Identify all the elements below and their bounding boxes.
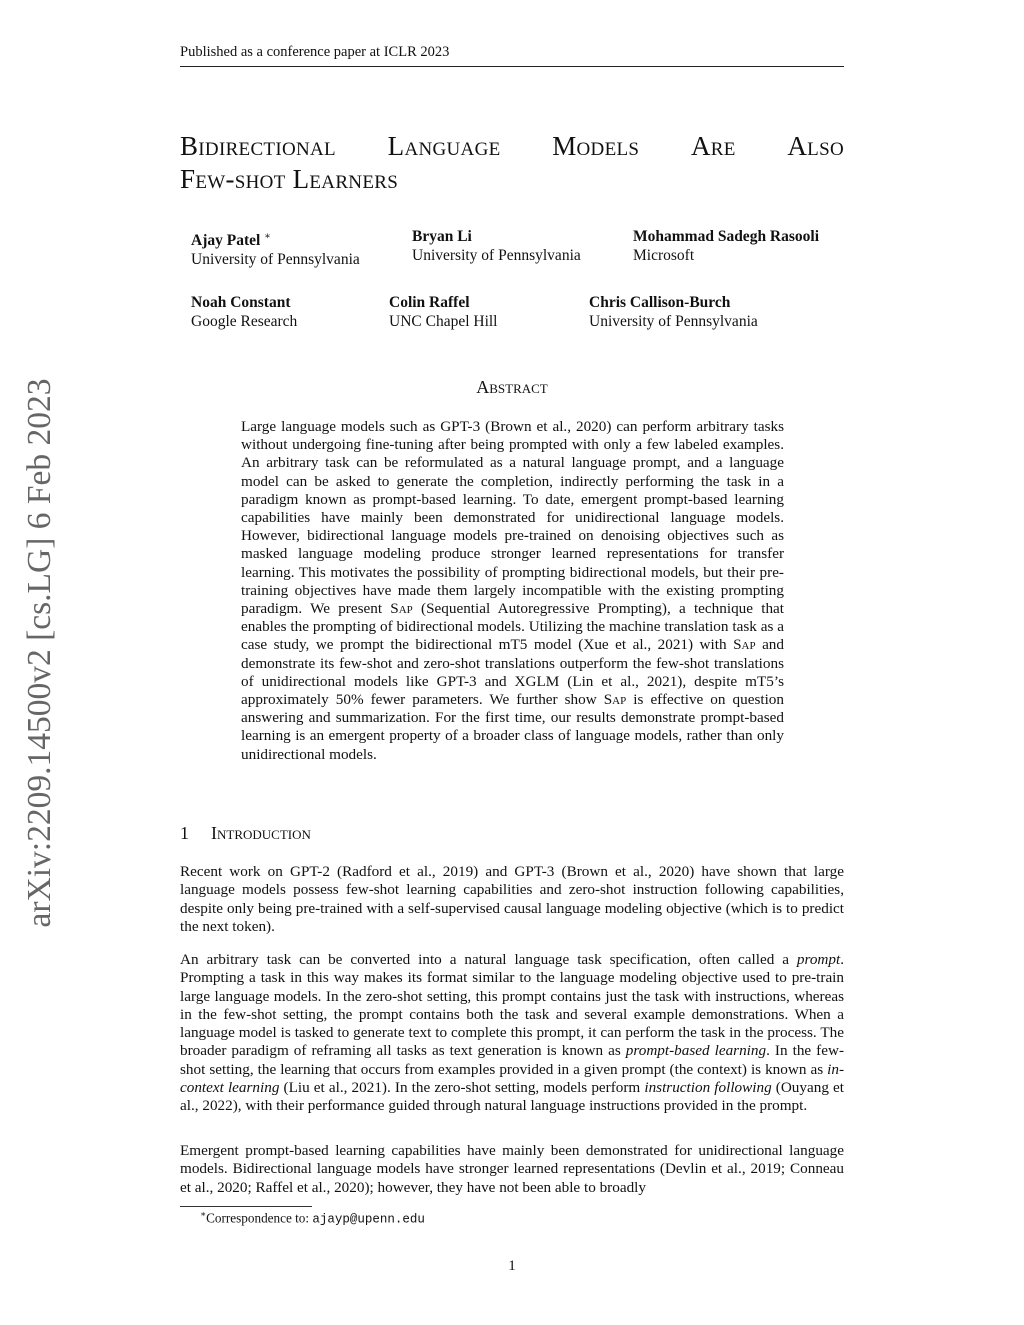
author-block [589, 293, 758, 331]
author-affiliation: University of Pennsylvania [412, 247, 581, 264]
correspondence-email[interactable]: ajayp@upenn.edu [312, 1212, 425, 1227]
intro-paragraph-1: Recent work on GPT-2 (Radford et al., 2019) and GPT-3 (Brown et al., 2020) have shown that large language models possess few-shot learning capabilities and zero-shot instruction following capabilities, despite only being pre-trained with a self-supervised causal language modeling objective (which is to predict the next token). [180, 863, 844, 935]
author-affiliation: Microsoft [633, 247, 695, 264]
title-word: Also [787, 131, 844, 161]
method-name: Sap [603, 691, 627, 709]
author-block [191, 293, 297, 331]
para-text: . In the few-shot setting, the learning that occurs from examples provided in a given prompt (the context) is known as [180, 1042, 844, 1078]
title-line-2: Few-shot Learners [180, 164, 399, 194]
abstract-text: (Sequential Autoregressive Prompting), a technique that enables the prompting of bidirectional models. Utilizing the machine translation task as a case study, we prompt the bidirectional mT5 model (Xue et al., 2021) with [241, 600, 785, 654]
para-text: An arbitrary task can be converted into a natural language task specification, often called a [180, 951, 797, 968]
header-rule [180, 66, 844, 67]
intro-paragraph-3: Emergent prompt-based learning capabilities have mainly been demonstrated for unidirectional language models. Bidirectional language models have stronger learned representations (Devlin et al., 2019; Conneau et al., 2020; Raffel et al., 2020); however, they have not been able to broadly [180, 1142, 844, 1196]
footnote-label: Correspondence to: [206, 1210, 313, 1226]
author-affiliation: University of Pennsylvania [191, 251, 360, 269]
abstract-text: and demonstrate its few-shot and zero-shot translations outperform the few-shot translations of unidirectional models like GPT-3 and XGLM (Lin et al., 2021), despite mT5’s approximately 50% fewer parameters. We further show [241, 636, 784, 709]
abstract-body [241, 418, 784, 764]
author-name: Mohammad Sadegh Rasooli [633, 228, 820, 245]
section-number: 1 [180, 823, 189, 843]
emphasis: instruction following [644, 1079, 772, 1097]
author-block [389, 293, 498, 331]
abstract-text: Large language models such as GPT-3 (Brown et al., 2020) can perform arbitrary tasks without undergoing fine-tuning after being prompted with only a few labeled examples. An arbitrary task can be reformulated as a natural language prompt, and a language model can be asked to generate the completion, indirectly performing the task in a paradigm known as prompt-based learning. To date, emergent prompt-based learning capabilities have mainly been demonstrated for unidirectional language models. However, bidirectional language models pre-trained on denoising objectives such as masked language modeling produce stronger learned representations for transfer learning. This motivates the possibility of prompting bidirectional models, but their pre-training objectives have made them largely incompatible with the existing prompting paradigm. We present [241, 418, 784, 618]
author-name: Chris Callison-Burch [589, 294, 731, 311]
section-title: Introduction [211, 823, 311, 843]
abstract-heading: Abstract [476, 377, 548, 397]
title-line-1 [180, 130, 844, 163]
author-name: Colin Raffel [389, 294, 470, 311]
title-word: Are [690, 131, 736, 161]
emphasis: prompt-based learning [625, 1042, 767, 1060]
footnote-mark: ∗ [200, 1209, 207, 1219]
emphasis: in-context learning [180, 1060, 844, 1097]
para-text: . Prompting a task in this way makes its format similar to the language modeling objective used to pre-train large language models. In the zero-shot setting, this prompt contains just the task with instructions, whereas in the few-shot setting, the prompt contains both the task and several example demonstrations. When a language model is tasked to generate text to complete this prompt, it can perform the task in the process. The broader paradigm of reframing all tasks as text generation is known as [180, 951, 844, 1060]
page-number: 1 [508, 1258, 516, 1274]
para-text: (Liu et al., 2021). In the zero-shot setting, models perform [279, 1079, 645, 1097]
author-block [633, 227, 819, 265]
method-name: Sap [733, 636, 756, 654]
title-word: Bidirectional [180, 131, 336, 161]
author-name: Ajay Patel [191, 232, 261, 250]
abstract-text: is effective on question answering and summarization. For the first time, our results demonstrate prompt-based learning is an emergent property of a broader class of language models, rather than only unidirectional models. [241, 691, 784, 763]
author-affiliation: UNC Chapel Hill [389, 313, 498, 330]
author-name: Bryan Li [412, 228, 472, 245]
author-block [191, 227, 360, 269]
section-heading [180, 823, 844, 844]
author-affiliation: Google Research [191, 313, 298, 330]
footnote-rule [180, 1206, 312, 1207]
title-word: Models [552, 131, 640, 161]
title-word: Language [387, 131, 501, 161]
author-name: Noah Constant [191, 294, 291, 311]
running-header: Published as a conference paper at ICLR 2023 [180, 44, 450, 60]
para-text: (Ouyang et al., 2022), with their performance guided through natural language instructions provided in the prompt. [180, 1079, 844, 1115]
method-name: Sap [390, 600, 413, 618]
author-affiliation: University of Pennsylvania [589, 313, 758, 330]
footnote [200, 1209, 425, 1226]
author-block [412, 227, 581, 265]
emphasis: prompt [796, 951, 841, 968]
intro-paragraph-2 [180, 951, 844, 1116]
arxiv-identifier: arXiv:2209.14500v2 [cs.LG] 6 Feb 2023 [21, 378, 58, 928]
footnote-mark: ∗ [264, 231, 271, 242]
paper-title [180, 130, 844, 196]
